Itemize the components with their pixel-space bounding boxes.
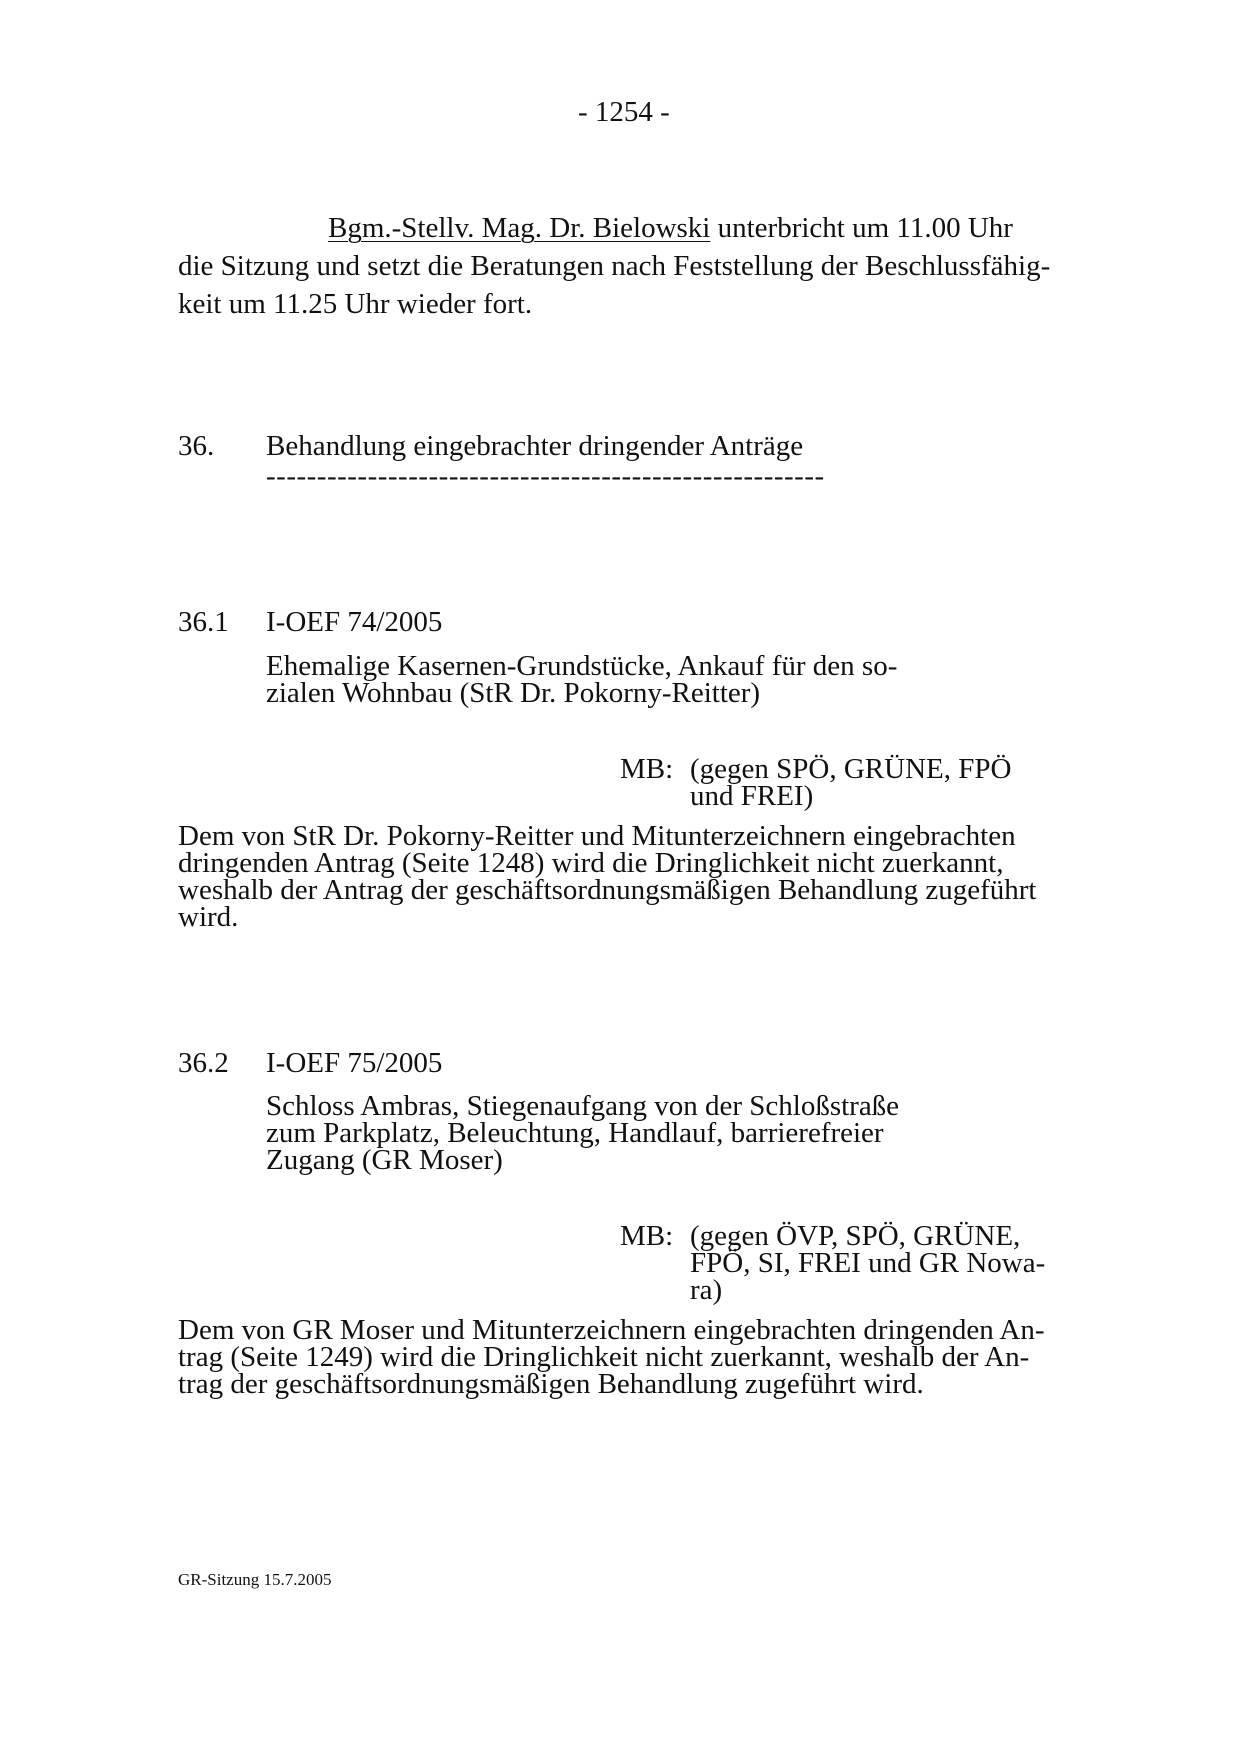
- result-line: trag der geschäftsordnungsmäßigen Behandlung zugeführt wird.: [178, 1368, 924, 1400]
- item-number: 36.1: [178, 606, 229, 638]
- result-line: Dem von GR Moser und Mitunterzeichnern eingebrachten dringenden An-: [178, 1314, 1045, 1346]
- item-code: I-OEF 75/2005: [266, 1047, 443, 1079]
- mb-line: ra): [690, 1274, 723, 1306]
- item-subject-line: zum Parkplatz, Beleuchtung, Handlauf, barrierefreier: [266, 1117, 884, 1149]
- intro-line-3: keit um 11.25 Uhr wieder fort.: [178, 288, 533, 320]
- item-code: I-OEF 74/2005: [266, 606, 443, 638]
- section-title: Behandlung eingebrachter dringender Anträge: [266, 430, 804, 462]
- speaker-name: Bgm.-Stellv. Mag. Dr. Bielowski: [328, 212, 711, 244]
- item-subject-line: zialen Wohnbau (StR Dr. Pokorny-Reitter): [266, 677, 761, 709]
- result-line: Dem von StR Dr. Pokorny-Reitter und Mitunterzeichnern eingebrachten: [178, 820, 1016, 852]
- result-line: weshalb der Antrag der geschäftsordnungsmäßigen Behandlung zugeführt: [178, 874, 1037, 906]
- footer-meeting-date: GR-Sitzung 15.7.2005: [178, 1570, 332, 1589]
- result-line: dringenden Antrag (Seite 1248) wird die Dringlichkeit nicht zuerkannt,: [178, 847, 1004, 879]
- intro-line-2: die Sitzung und setzt die Beratungen nach Feststellung der Beschlussfähig-: [178, 250, 1051, 282]
- intro-line-1: [328, 212, 1013, 245]
- mb-line: und FREI): [690, 780, 814, 812]
- mb-label: MB:: [620, 753, 674, 785]
- item-subject-line: Ehemalige Kasernen-Grundstücke, Ankauf für den so-: [266, 650, 898, 682]
- mb-label: MB:: [620, 1220, 674, 1252]
- section-underline-dashes: -------------------------------------------------------: [266, 460, 825, 492]
- intro-line-1-rest: unterbricht um 11.00 Uhr: [717, 212, 1013, 244]
- section-number: 36.: [178, 430, 215, 462]
- item-subject-line: Zugang (GR Moser): [266, 1144, 503, 1176]
- page-number: - 1254 -: [578, 96, 670, 128]
- mb-line: FPÖ, SI, FREI und GR Nowa-: [690, 1247, 1046, 1279]
- mb-line: (gegen SPÖ, GRÜNE, FPÖ: [690, 753, 1012, 785]
- result-line: wird.: [178, 901, 239, 933]
- result-line: trag (Seite 1249) wird die Dringlichkeit nicht zuerkannt, weshalb der An-: [178, 1341, 1030, 1373]
- mb-line: (gegen ÖVP, SPÖ, GRÜNE,: [690, 1220, 1021, 1252]
- item-number: 36.2: [178, 1047, 229, 1079]
- item-subject-line: Schloss Ambras, Stiegenaufgang von der Schloßstraße: [266, 1090, 900, 1122]
